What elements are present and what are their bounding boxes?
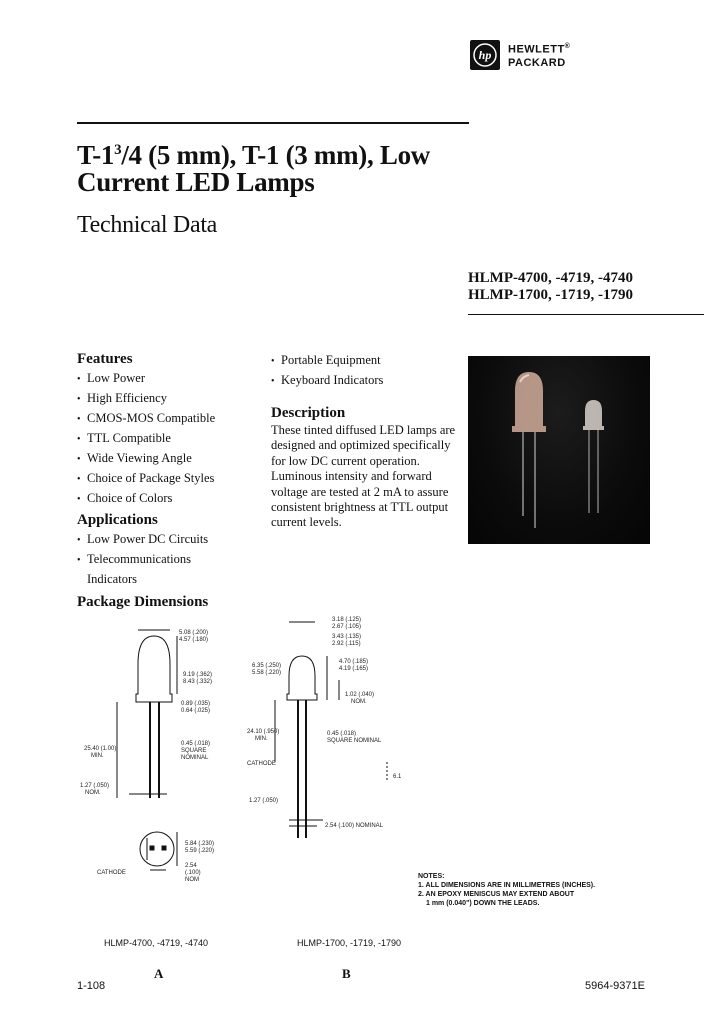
dimension-label: NOM. xyxy=(351,699,367,705)
list-item xyxy=(77,489,215,509)
list-item xyxy=(77,530,208,550)
applications-heading: Applications xyxy=(77,512,158,528)
feature-text: Choice of Colors xyxy=(87,491,173,505)
dimension-label: 6.1 xyxy=(393,774,402,780)
brand-name xyxy=(508,40,570,70)
dimension-label: 2.92 (.115) xyxy=(332,641,361,647)
led-3mm-image xyxy=(583,400,604,513)
logo-mark: hp xyxy=(478,48,492,62)
list-item xyxy=(77,389,215,409)
dimension-label: 0.45 (.018) xyxy=(181,741,211,747)
part-numbers xyxy=(468,270,633,304)
figure-a-caption: HLMP-4700, -4719, -4740 xyxy=(104,938,209,948)
list-item xyxy=(77,409,215,429)
description-heading: Description xyxy=(271,405,346,421)
list-item xyxy=(77,449,215,469)
feature-text: Choice of Package Styles xyxy=(87,471,215,485)
led-photo xyxy=(468,356,650,544)
dimension-label: 3.43 (.135) xyxy=(332,634,362,640)
list-item xyxy=(271,371,383,391)
dimension-label: NOM xyxy=(185,877,199,883)
title-line2: Current LED Lamps xyxy=(77,167,315,197)
application-text: Telecommunications xyxy=(87,552,191,566)
dimension-label: SQUARE xyxy=(181,748,207,754)
document-number: 5964-9371E xyxy=(585,980,645,992)
dimension-label: 1.02 (.040) xyxy=(345,692,375,698)
dimension-label: 4.57 (.180) xyxy=(179,637,209,643)
list-item xyxy=(77,570,208,588)
feature-text: Keyboard Indicators xyxy=(281,373,384,387)
dimension-label: 0.64 (.025) xyxy=(181,708,211,714)
dimension-label: SQUARE NOMINAL xyxy=(327,738,382,744)
feature-text: Low Power xyxy=(87,371,145,385)
part-number-line: HLMP-1700, -1719, -1790 xyxy=(468,287,633,303)
package-dimensions-heading: Package Dimensions xyxy=(77,594,209,610)
lamp-b-body xyxy=(287,656,317,700)
list-item xyxy=(77,369,215,389)
dimension-label: 5.59 (.220) xyxy=(185,848,215,854)
dimension-label: NOMINAL xyxy=(181,755,209,761)
dimension-label: 0.89 (.035) xyxy=(181,701,211,707)
figure-b-label: B xyxy=(342,966,351,981)
feature-text: Wide Viewing Angle xyxy=(87,451,192,465)
document-title xyxy=(77,137,497,196)
figure-a-label: A xyxy=(154,966,164,981)
list-item xyxy=(77,469,215,489)
part-rule xyxy=(468,314,704,315)
dimension-label: 6.35 (.250) xyxy=(252,663,282,669)
feature-text: Portable Equipment xyxy=(281,353,381,367)
dimension-label: 5.08 (.200) xyxy=(179,630,209,636)
dimension-label: (.100) xyxy=(185,870,201,876)
document-subtitle: Technical Data xyxy=(77,212,218,238)
cathode-label: CATHODE xyxy=(247,761,276,767)
dimension-label: 25.40 (1.00) xyxy=(84,746,117,752)
note-2: 2. AN EPOXY MENISCUS MAY EXTEND ABOUT xyxy=(418,891,575,898)
dimension-label: NOM. xyxy=(85,790,101,796)
dimension-label: 2.67 (.105) xyxy=(332,624,362,630)
dimension-label: MIN. xyxy=(91,753,104,759)
application-text: Indicators xyxy=(87,572,137,586)
lamp-a-bottom-view xyxy=(140,832,174,866)
title-prefix: T-1 xyxy=(77,140,115,170)
features-list-col2 xyxy=(271,351,383,391)
dimension-label: 0.45 (.018) xyxy=(327,731,357,737)
dimension-label: 2.54 (.100) NOMINAL xyxy=(325,823,384,829)
feature-text: High Efficiency xyxy=(87,391,167,405)
list-item xyxy=(271,351,383,371)
applications-list xyxy=(77,530,208,588)
dimension-label: 1.27 (.050) xyxy=(249,798,279,804)
dimension-label: 2.54 xyxy=(185,863,197,869)
feature-text: TTL Compatible xyxy=(87,431,171,445)
cathode-label: CATHODE xyxy=(97,870,126,876)
feature-text: CMOS-MOS Compatible xyxy=(87,411,216,425)
application-text: Low Power DC Circuits xyxy=(87,532,209,546)
dimension-label: 5.58 (.220) xyxy=(252,670,282,676)
title-rule xyxy=(77,122,469,124)
registered-mark: ® xyxy=(564,43,571,50)
page-number: 1-108 xyxy=(77,980,106,992)
brand-line1: HEWLETT xyxy=(508,43,565,56)
dimension-label: 4.19 (.165) xyxy=(339,666,369,672)
title-line1-rest: /4 (5 mm), T-1 (3 mm), Low xyxy=(121,140,431,170)
list-item xyxy=(77,429,215,449)
part-number-line: HLMP-4700, -4719, -4740 xyxy=(468,270,633,286)
led-5mm-image xyxy=(512,372,546,528)
dimension-label: 3.18 (.125) xyxy=(332,617,362,623)
note-1: 1. ALL DIMENSIONS ARE IN MILLIMETRES (INCHES). xyxy=(418,882,596,889)
dimension-label: 8.43 (.332) xyxy=(183,679,213,685)
notes-heading: NOTES: xyxy=(418,873,445,880)
dimension-label: 1.27 (.050) xyxy=(80,783,110,789)
features-list xyxy=(77,369,215,509)
dimension-label: MIN. xyxy=(255,736,268,742)
dimension-label: 4.70 (.185) xyxy=(339,659,369,665)
brand-line2: PACKARD xyxy=(508,56,566,69)
dimension-label: 5.84 (.230) xyxy=(185,841,215,847)
figure-b-caption: HLMP-1700, -1719, -1790 xyxy=(297,938,402,948)
drawing-notes xyxy=(418,872,595,908)
hp-logo xyxy=(470,40,500,70)
list-item xyxy=(77,550,208,570)
features-heading: Features xyxy=(77,351,133,367)
lamp-a-body xyxy=(136,636,172,702)
title-superscript: 3 xyxy=(114,142,122,158)
description-text: These tinted diffused LED lamps are designed and optimized specifically for low DC current operation. Luminous intensity and forward voltage are tested at 2 mA to assure consistent brightness at TTL output current levels. xyxy=(271,423,456,530)
dimension-label: 9.19 (.362) xyxy=(183,672,213,678)
note-2-cont: 1 mm (0.040") DOWN THE LEADS. xyxy=(426,900,540,907)
dimension-label: 24.10 (.950) xyxy=(247,729,280,735)
